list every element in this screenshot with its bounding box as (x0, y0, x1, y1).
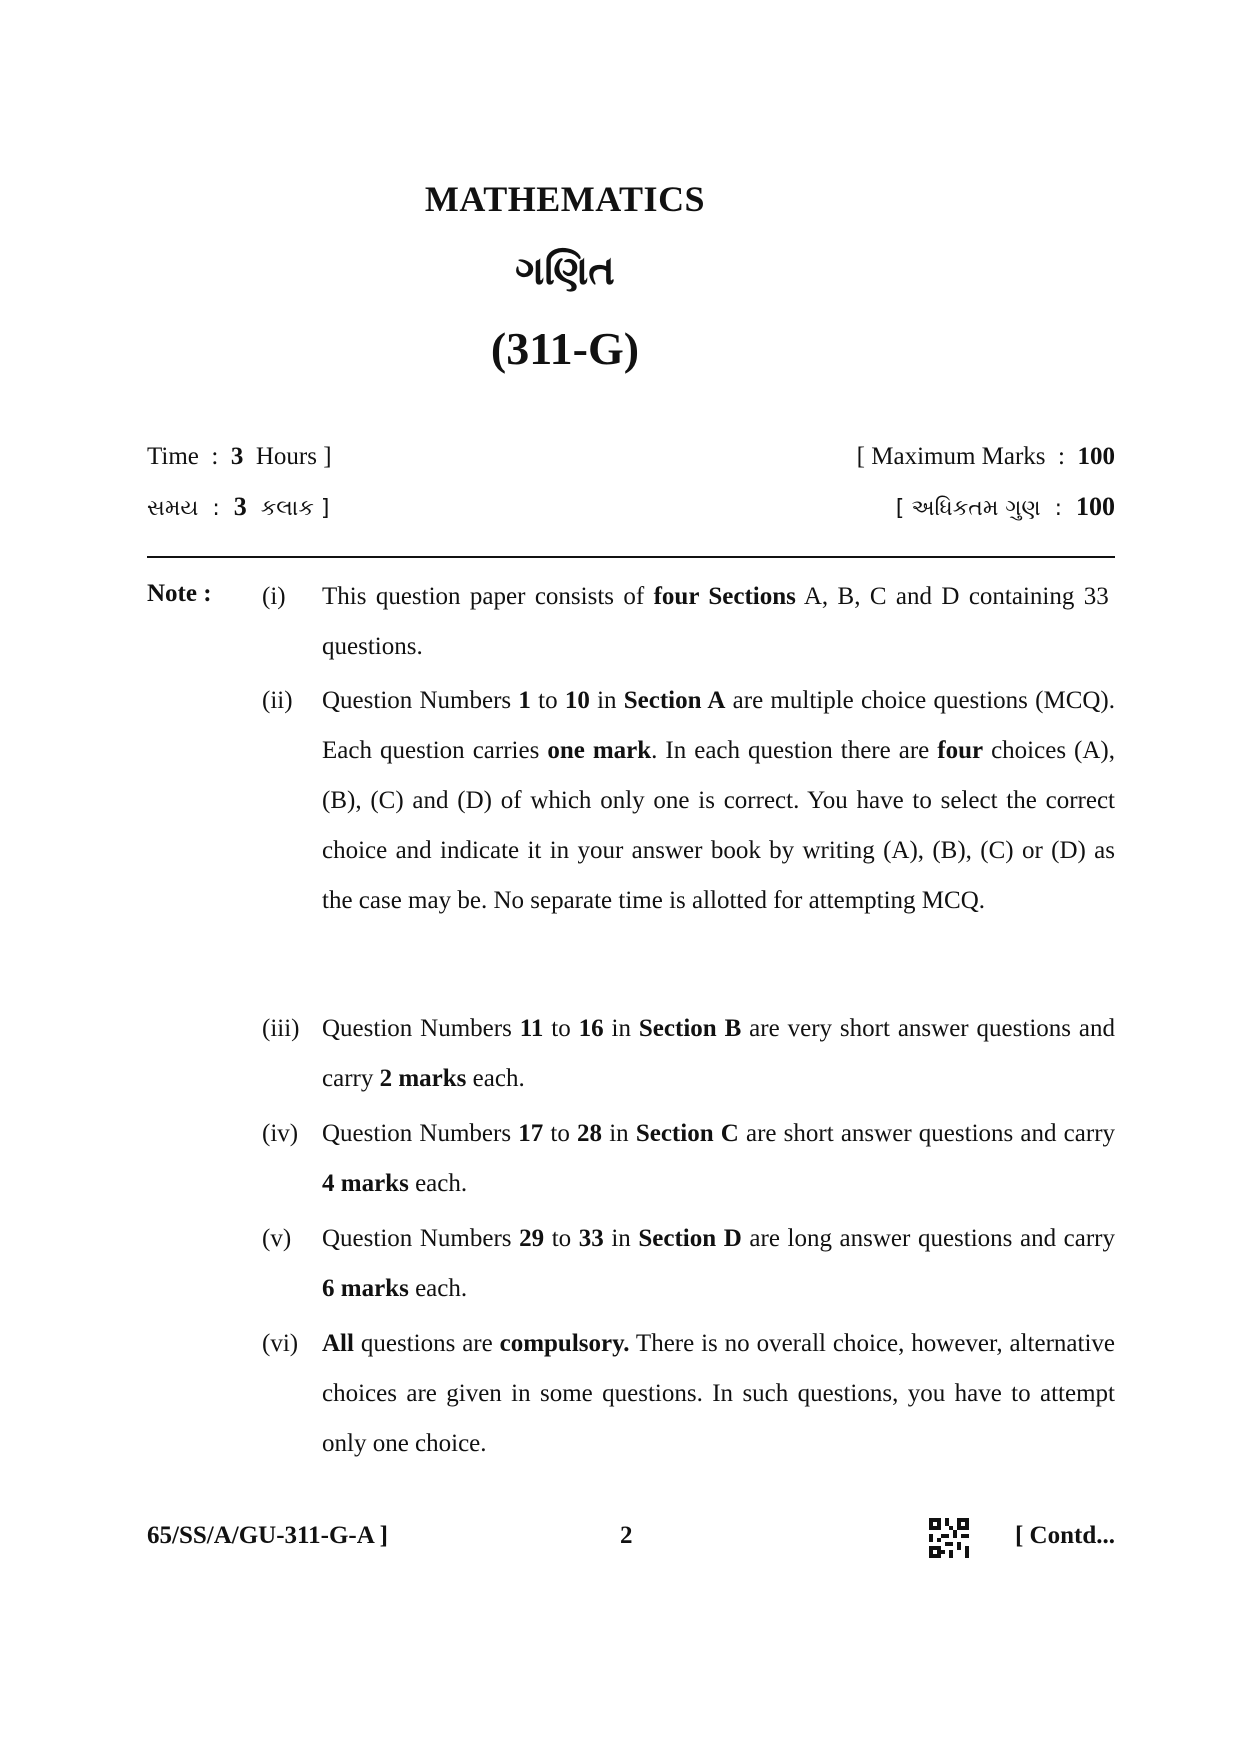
marks-value: 100 (1077, 443, 1115, 470)
footer-paper-code: 65/SS/A/GU-311-G-A ] (147, 1522, 388, 1549)
divider (147, 556, 1115, 558)
paper-code: (311-G) (490, 323, 640, 374)
time-info: Time : 3 Hours ] (147, 443, 332, 470)
subject-title-gujarati: ગણિત (515, 248, 615, 294)
time-info-gujarati: સમય : 3 કલાક ] (147, 492, 330, 521)
max-marks: [ Maximum Marks : 100 (856, 443, 1115, 470)
subject-title: MATHEMATICS (424, 179, 706, 219)
note-label: Note : (147, 580, 212, 607)
qr-code-icon (929, 1518, 969, 1558)
continued-label: [ Contd... (1014, 1522, 1115, 1549)
page-number: 2 (620, 1522, 633, 1549)
max-marks-gujarati: [ અધિકતમ ગુણ : 100 (895, 492, 1115, 521)
time-value: 3 (230, 443, 244, 470)
